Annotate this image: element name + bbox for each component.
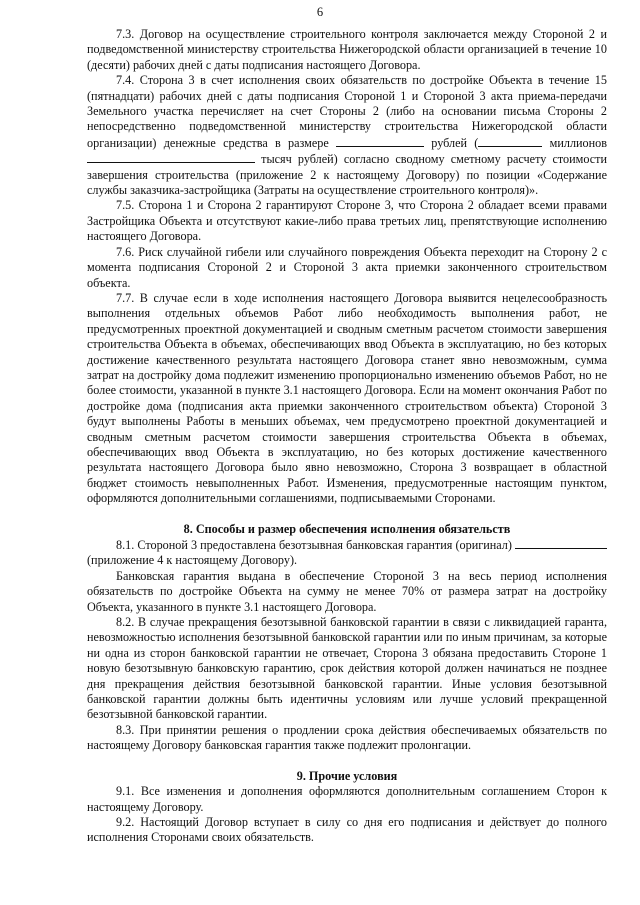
clause-9-1: 9.1. Все изменения и дополнения оформляются дополнительным соглашением Сторон к настоящему Договору.: [87, 784, 607, 814]
section-gap: [87, 754, 607, 769]
clause-8-1: [87, 537, 607, 569]
clause-9-2: 9.2. Настоящий Договор вступает в силу со дня его подписания и действует до полного исполнения Сторонами своих обязательств.: [87, 814, 607, 845]
clause-8-3: 8.3. При принятии решения о продлении срока действия обеспечиваемых обязательств по настоящему Договору банковская гарантия также подлежит пролонгации.: [87, 722, 607, 753]
blank-guarantee-field: [515, 537, 607, 549]
clause-7-3: 7.3. Договор на осуществление строительного контроля заключается между Стороной 2 и подведомственной министерству строительства Нижегородской области организацией в течение 10 (десяти) рабочих дней с даты подписания настоящего Договора.: [87, 27, 607, 72]
clause-7-4-text-c: миллионов: [549, 135, 608, 150]
blank-amount-words-field: [478, 135, 542, 147]
clause-7-7: 7.7. В случае если в ходе исполнения настоящего Договора выявится нецелесообразность выполнения отдельных объемов Работ либо необходимость выполнения работ, не предусмотренных проектной документацией и сводным сметным расчетом стоимости завершения строительства Объекта в объемах, обеспечивающих ввод Объекта в эксплуатацию, но без которых достижение качественного результата настоящего Договора станет явно невозможным, сумма затрат на достройку дома подлежит изменению пропорционально изменению объемов Работ, но не более стоимости, указанной в пункте 3.1 настоящего Договора. Если на момент окончания Работ по достройке дома (подписания акта приемки законченного строительством объекта) Стороной 3 будут выполнены Работы в меньших объемах, чем предусмотрено проектной документацией и сводным сметным расчетом стоимости завершения строительства Объекта в объемах, обеспечивающих ввод Объекта в эксплуатацию, но без которых достижение качественного результата настоящего Договора было явно невозможно, Сторона 3 возвращает в областной бюджет стоимость невыполненных Работ. Изменения, предусмотренные настоящим пунктом, оформляются дополнительными соглашениями, подписываемыми Сторонами.: [87, 290, 607, 506]
clause-8-1-text-a: 8.1. Стороной 3 предоставлена безотзывная банковская гарантия (оригинал): [116, 538, 512, 552]
section-8-heading: 8. Способы и размер обеспечения исполнения обязательств: [183, 521, 511, 536]
clause-7-4-text-b: рублей (: [431, 135, 479, 150]
clause-7-6: 7.6. Риск случайной гибели или случайного повреждения Объекта переходит на Сторону 2 с момента подписания Стороной 2 и Стороной 3 акта приемки законченного строительством объекта.: [87, 244, 607, 290]
section-gap: [87, 507, 607, 522]
clause-7-4-text-d: тысяч рублей) согласно сводному сметному расчету стоимости завершения строительства (приложение 2 к настоящему Договору) по позиции «Содержание службы заказчика-застройщика (Затраты на осуществление строительного контроля)».: [87, 152, 607, 198]
page-number: 6: [316, 5, 324, 19]
blank-amount-field: [336, 135, 424, 147]
clause-7-4-text-a: 7.4. Сторона 3 в счет исполнения своих обязательств по достройке Объекта в течение 15 (пятнадцати) рабочих дней с даты подписания Стороной 1 и Стороной 3 акта приема-передачи Земельного участка перечисляет на счет Стороны 2 (либо на основании письма Стороны 2 непосредственно подведомственной министерству строительства Нижегородской области организации) денежные средства в размере: [87, 73, 607, 150]
blank-thousands-field: [87, 151, 255, 163]
clause-8-2: 8.2. В случае прекращения безотзывной банковской гарантии в связи с ликвидацией гаранта, невозможностью исполнения безотзывной банковской гарантии или по иным причинам, за которые ни одна из сторон банковской гарантии не отвечает, Сторона 3 обязана предоставить Стороне 1 новую безотзывную банковскую гарантию, срок действия которой должен начинаться не позднее дня прекращения действия безотзывной банковской гарантии. Иные условия безотзывной банковской гарантии должны быть идентичны условиям или лучше условий прекращенной безотзывной банковской гарантии.: [87, 615, 607, 722]
clause-7-5: 7.5. Сторона 1 и Сторона 2 гарантируют Стороне 3, что Сторона 2 обладает всеми правами Застройщика Объекта и отсутствуют какие-либо права третьих лиц, препятствующие исполнению настоящего Договора.: [87, 198, 607, 244]
section-9-heading: 9. Прочие условия: [296, 768, 398, 783]
clause-8-1-text-b: (приложение 4 к настоящему Договору).: [87, 553, 298, 568]
document-body: [87, 27, 607, 846]
clause-7-4: [87, 73, 607, 198]
clause-8-1-guarantee: Банковская гарантия выдана в обеспечение Стороной 3 на весь период исполнения обязательств по достройке Объекта на сумму не менее 70% от размера затрат на достройку Объекта, указанного в пункте 3.1 настоящего Договора.: [87, 568, 607, 614]
